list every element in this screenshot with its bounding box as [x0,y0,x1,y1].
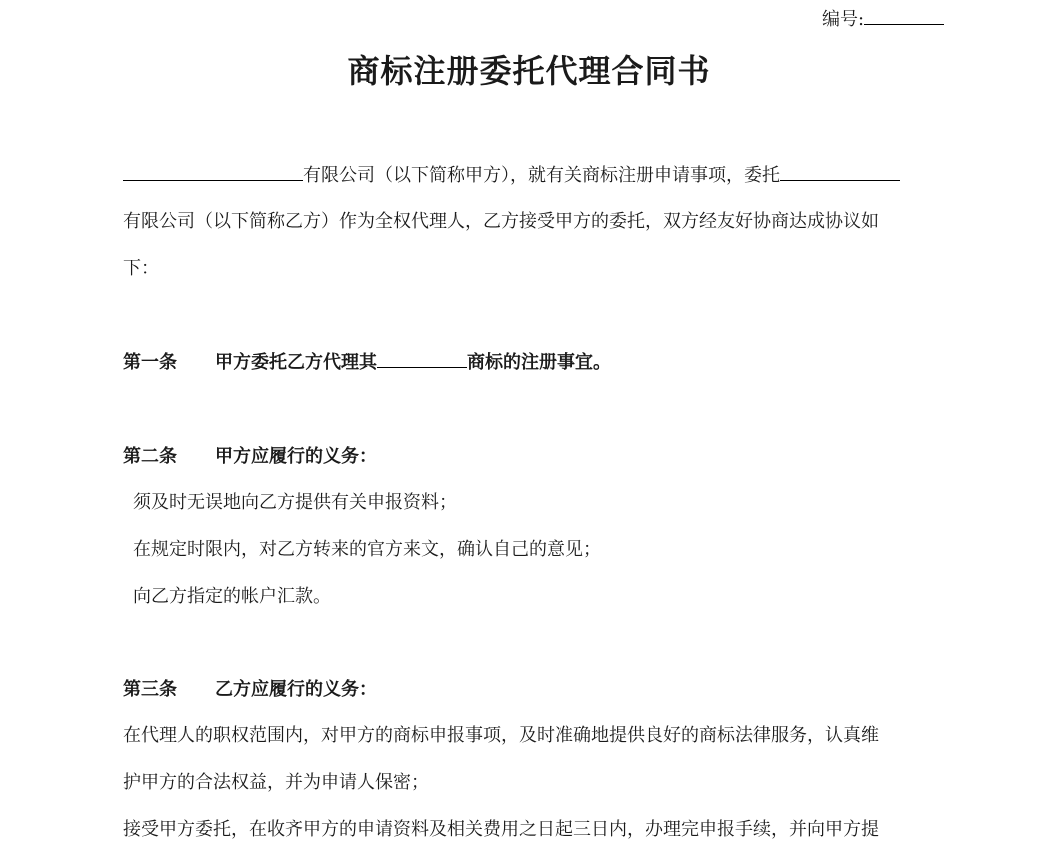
article-3-line: 在代理人的职权范围内，对甲方的商标申报事项，及时准确地提供良好的商标法律服务，认真维 [123,725,879,746]
article-3-line: 接受甲方委托，在收齐甲方的申请资料及相关费用之日起三日内，办理完申报手续，并向甲方提 [123,819,879,840]
preamble-line-3: 下： [123,258,159,279]
article-3-heading-text: 乙方应履行的义务： [215,679,377,700]
article-2-heading [123,444,377,470]
article-3-label: 第三条 [123,679,177,700]
document-number-label: 编号: [822,9,865,30]
article-2-item: 在规定时限内，对乙方转来的官方来文，确认自己的意见； [133,539,601,560]
party-b-name-blank[interactable] [780,162,900,181]
article-2-item: 须及时无误地向乙方提供有关申报资料； [133,492,457,513]
article-1 [123,349,611,376]
trademark-name-blank[interactable] [377,349,467,368]
article-2-heading-text: 甲方应履行的义务： [215,446,377,467]
document-number [822,6,944,32]
article-1-text-after: 商标的注册事宜。 [467,352,611,373]
article-1-label: 第一条 [123,352,177,373]
party-a-name-blank[interactable] [123,162,303,181]
article-2-item: 向乙方指定的帐户汇款。 [133,586,331,607]
article-2-label: 第二条 [123,446,177,467]
article-3-heading [123,677,377,703]
preamble-line-2: 有限公司（以下简称乙方）作为全权代理人，乙方接受甲方的委托，双方经友好协商达成协议如 [123,211,879,232]
preamble-line-1-text: 有限公司（以下简称甲方），就有关商标注册申请事项，委托 [303,165,780,186]
document-number-blank[interactable] [864,6,944,25]
preamble-line-1 [123,162,900,189]
article-1-text-before: 甲方委托乙方代理其 [215,352,377,373]
article-3-line: 护甲方的合法权益，并为申请人保密； [123,772,429,793]
document-title: 商标注册委托代理合同书 [347,52,711,90]
